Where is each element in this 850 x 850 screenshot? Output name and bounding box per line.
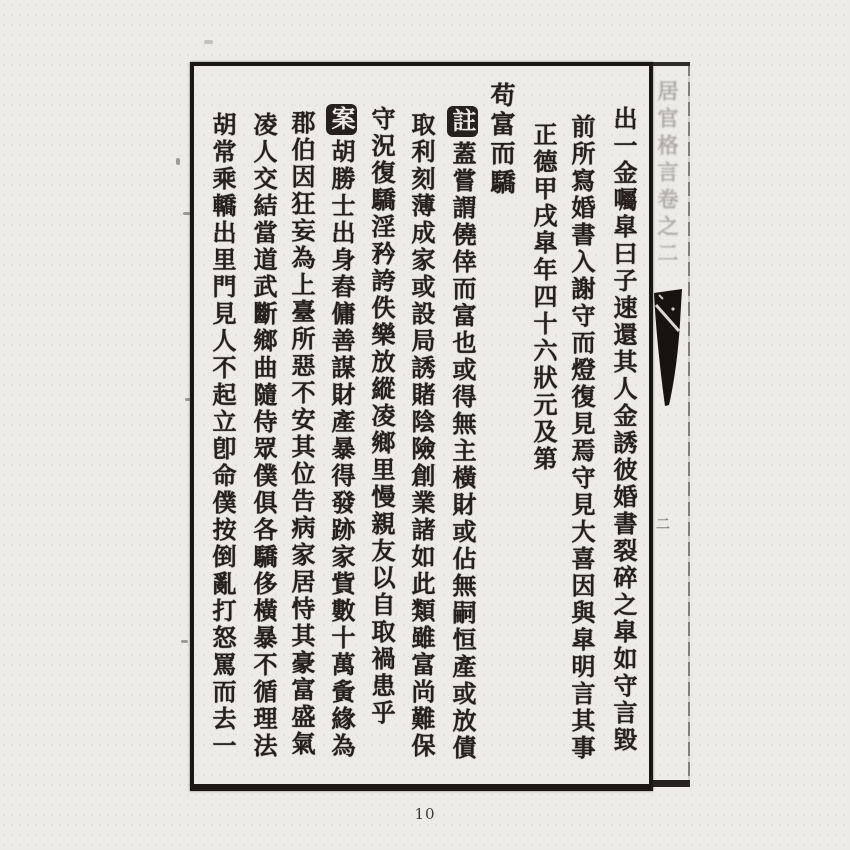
page-number: 10 [414, 805, 436, 823]
spine-folio-marker: 二 [656, 517, 670, 533]
text-column-note [444, 106, 481, 796]
case-marker-box: 案 [327, 106, 356, 133]
text-column-6: 取利刻薄成家或設局誘賭陰險創業諸如此類雖富尚難保 [407, 112, 436, 760]
case-text: 胡勝士出身舂傭善謀財產暴得發跡家貲數十萬夤緣為 [327, 139, 356, 760]
text-column-7: 守況復驕淫矜誇佚樂放縱凌鄉里慢親友以自取禍患乎 [367, 106, 396, 727]
scan-speck [183, 212, 190, 215]
scan-speck [204, 40, 213, 44]
text-column-1: 出一金囑皐曰子速還其人金誘彼婚書裂碎之皐如守言毀 [609, 106, 638, 754]
scan-speck [176, 158, 180, 165]
scan-speck [185, 398, 191, 401]
spine-running-title: 居官格言卷之二 [655, 80, 680, 269]
text-column-11: 胡常乘轎出里門見人不起立卽命僕按倒亂打怒罵而去一 [208, 112, 237, 760]
note-text: 蓋嘗謂僥倖而富也或得無主橫財或佔無嗣恒產或放債 [448, 141, 477, 762]
spine-outer-rule [688, 62, 690, 787]
text-column-3: 正德甲戌皐年四十六狀元及第 [529, 122, 558, 473]
note-marker-box: 註 [448, 108, 477, 135]
text-column-case [323, 104, 360, 794]
scan-speck [181, 640, 188, 643]
section-title: 苟富而驕 [487, 82, 516, 198]
fishtail-ornament-icon [653, 289, 685, 413]
frame-top-extension [649, 62, 690, 66]
text-column-2: 前所寫婚書入謝守而燈復見焉守見大喜因與皐明言其事 [567, 114, 596, 762]
text-column-10: 凌人交結當道武斷鄉曲隨侍眾僕俱各驕侈橫暴不循理法 [249, 112, 278, 760]
text-column-9: 郡伯因狂妄為上臺所惡不安其位告病家居恃其豪富盛氣 [287, 110, 316, 758]
frame-bottom-extension [649, 780, 690, 787]
